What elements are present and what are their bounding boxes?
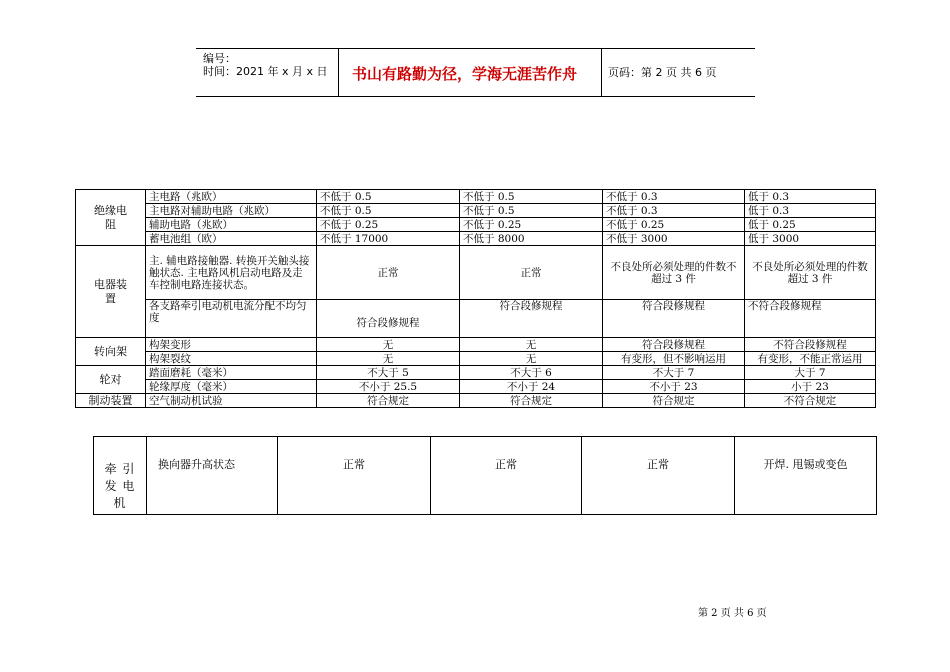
table-row [76, 190, 876, 204]
cell-value: 大于 7 [745, 366, 876, 380]
cell-value: 不低于 0.3 [603, 190, 745, 204]
cell-item: 换向器升高状态 [147, 437, 278, 515]
cell-value: 正常 [582, 437, 735, 515]
header-bottom-rule [196, 96, 755, 97]
cell-value: 正常 [460, 246, 603, 300]
cell-value: 不小于 24 [460, 380, 603, 394]
table-row [76, 204, 876, 218]
cell-value: 不低于 17000 [317, 232, 460, 246]
cell-value: 符合规定 [603, 394, 745, 408]
cell-item: 空气制动机试验 [146, 394, 317, 408]
table-row [76, 232, 876, 246]
header-motto: 书山有路勤为径，学海无涯苦作舟 [352, 65, 578, 83]
cell-value: 符合段修规程 [317, 300, 460, 338]
cell-item: 各支路牵引电动机电流分配不均匀度 [146, 300, 317, 338]
cell-value: 不良处所必须处理的件数超过 3 件 [745, 246, 876, 300]
cell-value: 低于 3000 [745, 232, 876, 246]
cell-item: 构架裂纹 [146, 352, 317, 366]
group-brake: 制动装置 [76, 394, 146, 408]
group-wheelset: 轮对 [76, 366, 146, 394]
group-insulation: 绝缘电阻 [76, 190, 146, 246]
cell-value: 不低于 8000 [460, 232, 603, 246]
cell-value: 低于 0.25 [745, 218, 876, 232]
cell-value: 小于 23 [745, 380, 876, 394]
cell-value: 不低于 0.25 [317, 218, 460, 232]
cell-value: 不大于 7 [603, 366, 745, 380]
table-row [76, 300, 876, 338]
cell-value: 符合规定 [317, 394, 460, 408]
cell-value: 不低于 0.5 [317, 190, 460, 204]
cell-value: 正常 [278, 437, 431, 515]
table-row [76, 352, 876, 366]
cell-value: 正常 [317, 246, 460, 300]
table-row [76, 380, 876, 394]
header-divider-left [338, 48, 339, 96]
cell-value: 无 [317, 338, 460, 352]
group-generator [94, 437, 147, 515]
cell-value: 不小于 25.5 [317, 380, 460, 394]
cell-value: 不低于 0.25 [460, 218, 603, 232]
cell-value: 不大于 6 [460, 366, 603, 380]
inspection-table [75, 189, 876, 408]
cell-value: 开焊. 甩锡或变色 [735, 437, 877, 515]
cell-value: 低于 0.3 [745, 190, 876, 204]
table-row [76, 394, 876, 408]
cell-value: 符合规定 [460, 394, 603, 408]
group-electrical: 电器装置 [76, 246, 146, 338]
header-top-rule [196, 48, 755, 49]
cell-value: 符合段修规程 [460, 300, 603, 338]
cell-value: 不低于 0.3 [603, 204, 745, 218]
cell-value: 有变形，不能正常运用 [745, 352, 876, 366]
cell-value: 低于 0.3 [745, 204, 876, 218]
cell-item: 主电路对辅助电路（兆欧） [146, 204, 317, 218]
cell-value: 不大于 5 [317, 366, 460, 380]
cell-item: 蓄电池组（欧） [146, 232, 317, 246]
page-footer: 第 2 页 共 6 页 [698, 608, 767, 619]
cell-value: 不符合段修规程 [745, 300, 876, 338]
cell-value: 不良处所必须处理的件数不超过 3 件 [603, 246, 745, 300]
table-row [94, 437, 877, 515]
cell-value: 正常 [431, 437, 582, 515]
document-time-label: 时间：2021 年 x 月 x 日 [203, 65, 328, 78]
table-row [76, 218, 876, 232]
cell-item: 主. 辅电路接触器. 转换开关触头接触状态. 主电路风机启动电路及走车控制电路连接状态。 [146, 246, 317, 300]
cell-value: 不低于 3000 [603, 232, 745, 246]
cell-value: 不小于 23 [603, 380, 745, 394]
cell-value: 无 [317, 352, 460, 366]
table-row [76, 366, 876, 380]
cell-item: 轮缘厚度（毫米） [146, 380, 317, 394]
cell-value: 不低于 0.5 [460, 190, 603, 204]
cell-value: 不低于 0.5 [317, 204, 460, 218]
cell-value: 不低于 0.25 [603, 218, 745, 232]
group-generator-label: 牵 引 发 电 机 [104, 462, 136, 510]
cell-value: 不符合段修规程 [745, 338, 876, 352]
table-row [76, 246, 876, 300]
cell-item: 主电路（兆欧） [146, 190, 317, 204]
generator-table [93, 436, 877, 515]
header-divider-right [601, 48, 602, 96]
cell-value: 不低于 0.5 [460, 204, 603, 218]
cell-value: 符合段修规程 [603, 300, 745, 338]
group-bogie: 转向架 [76, 338, 146, 366]
table-row [76, 338, 876, 352]
document-number-label: 编号： [203, 52, 236, 65]
page-info: 页码：第 2 页 共 6 页 [608, 66, 717, 79]
cell-value: 无 [460, 338, 603, 352]
cell-item: 踏面磨耗（毫米） [146, 366, 317, 380]
cell-value: 不符合规定 [745, 394, 876, 408]
cell-item: 辅助电路（兆欧） [146, 218, 317, 232]
cell-value: 符合段修规程 [603, 338, 745, 352]
cell-value: 无 [460, 352, 603, 366]
cell-value: 有变形，但不影响运用 [603, 352, 745, 366]
cell-item: 构架变形 [146, 338, 317, 352]
